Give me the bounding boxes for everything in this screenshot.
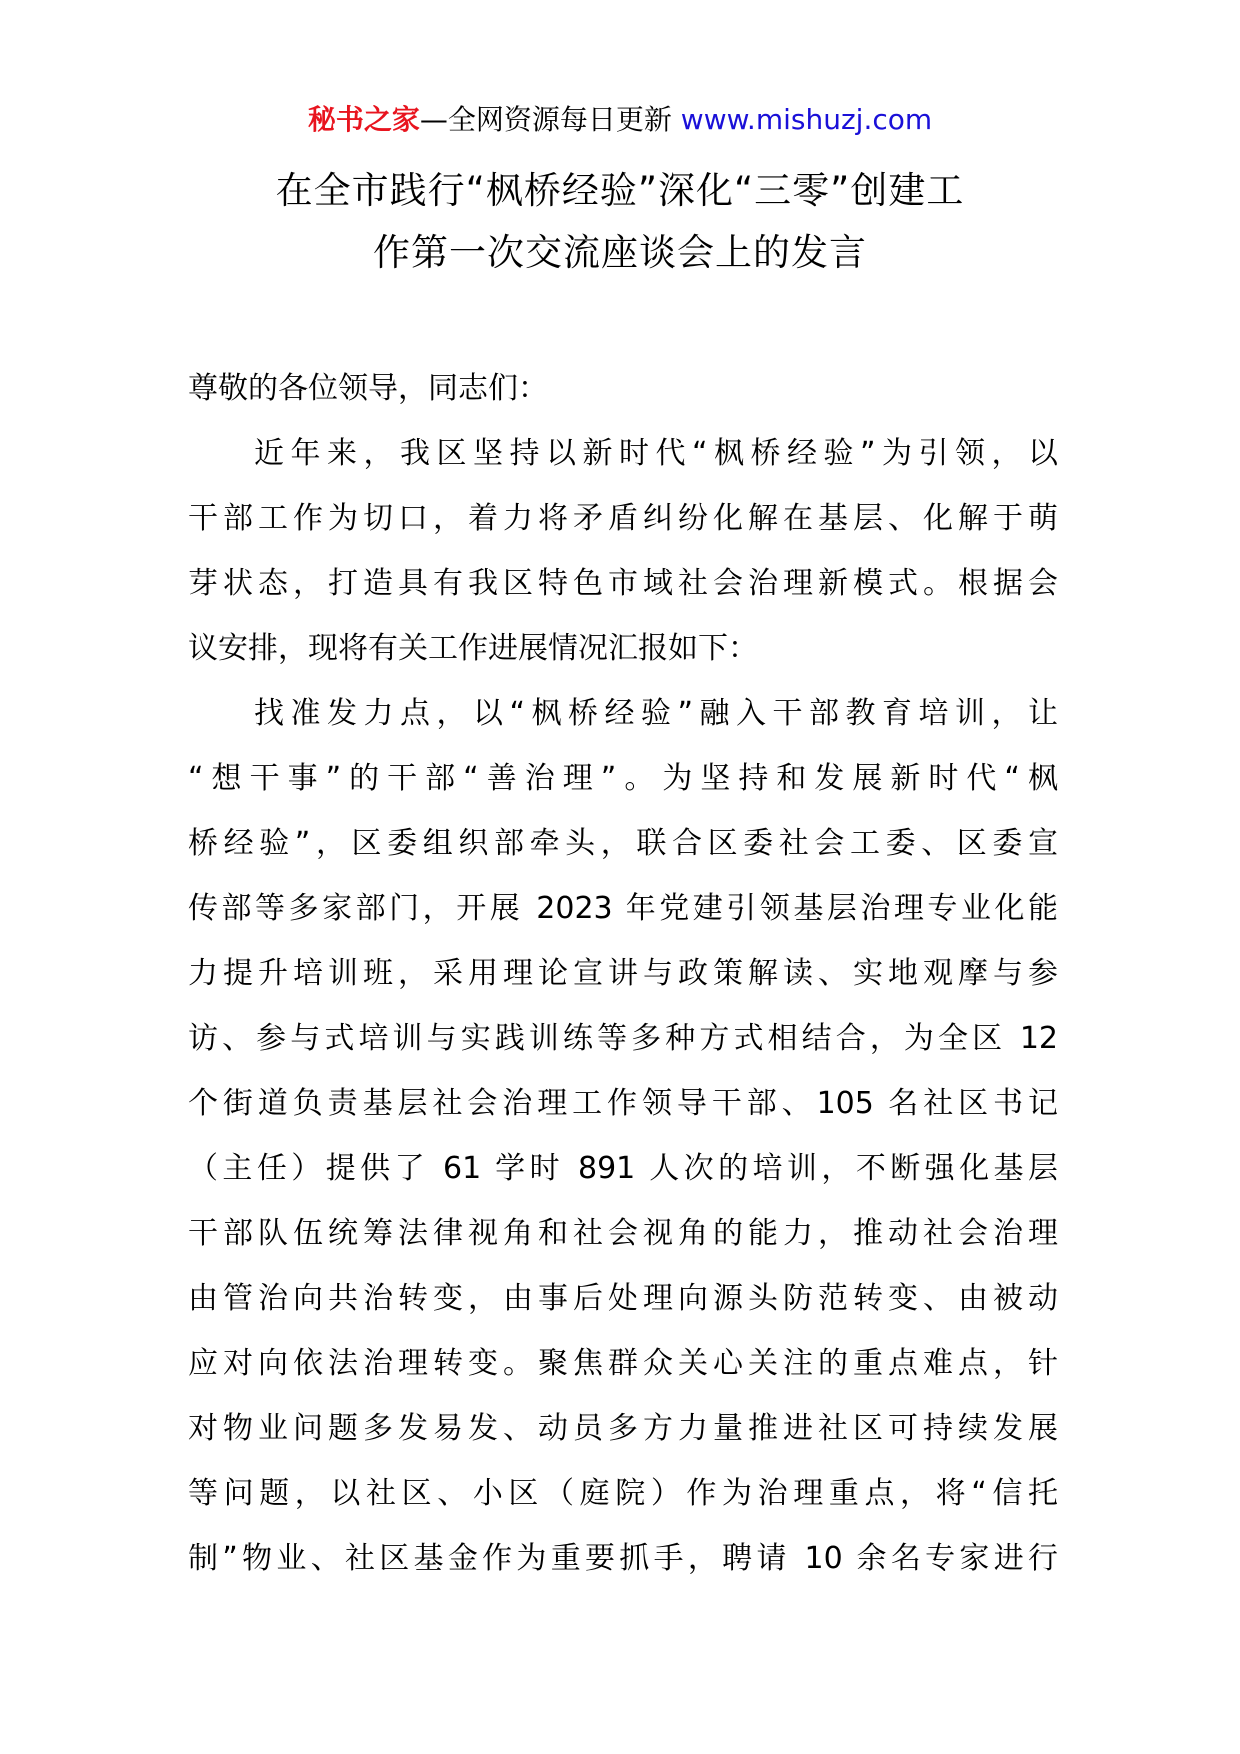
paragraph-line: （主任）提供了 61 学时 891 人次的培训，不断强化基层 bbox=[188, 1151, 1058, 1186]
site-tagline: —全网资源每日更新 bbox=[419, 103, 672, 136]
site-header bbox=[0, 100, 1240, 140]
paragraph-line: 应对向依法治理转变。聚焦群众关心关注的重点难点，针 bbox=[188, 1346, 1058, 1381]
paragraph-line: 芽状态，打造具有我区特色市域社会治理新模式。根据会 bbox=[188, 566, 1058, 601]
salutation: 尊敬的各位领导，同志们： bbox=[188, 371, 548, 406]
paragraph-line: 议安排，现将有关工作进展情况汇报如下： bbox=[188, 631, 758, 666]
paragraph-line: 个街道负责基层社会治理工作领导干部、105 名社区书记 bbox=[188, 1086, 1058, 1121]
paragraph-line: “想干事”的干部“善治理”。为坚持和发展新时代“枫 bbox=[188, 761, 1058, 796]
paragraph-line: 干部队伍统筹法律视角和社会视角的能力，推动社会治理 bbox=[188, 1216, 1058, 1251]
paragraph-line: 等问题，以社区、小区（庭院）作为治理重点，将“信托 bbox=[188, 1476, 1058, 1511]
site-brand: 秘书之家 bbox=[307, 103, 420, 136]
paragraph-line: 力提升培训班，采用理论宣讲与政策解读、实地观摩与参 bbox=[188, 956, 1058, 991]
paragraph-line: 干部工作为切口，着力将矛盾纠纷化解在基层、化解于萌 bbox=[188, 501, 1058, 536]
paragraph-line: 制”物业、社区基金作为重要抓手，聘请 10 余名专家进行 bbox=[188, 1541, 1058, 1576]
paragraph-line: 桥经验”，区委组织部牵头，联合区委社会工委、区委宣 bbox=[188, 826, 1058, 861]
document-body bbox=[188, 356, 1058, 1591]
title-line: 在全市践行“枫桥经验”深化“三零”创建工 bbox=[275, 169, 965, 212]
paragraph-line: 近年来，我区坚持以新时代“枫桥经验”为引领，以 bbox=[254, 436, 1058, 471]
site-url-link[interactable]: www.mishuzj.com bbox=[680, 103, 933, 136]
paragraph-line: 由管治向共治转变，由事后处理向源头防范转变、由被动 bbox=[188, 1281, 1058, 1316]
paragraph-line: 访、参与式培训与实践训练等多种方式相结合，为全区 12 bbox=[188, 1021, 1058, 1056]
title-line: 作第一次交流座谈会上的发言 bbox=[373, 231, 867, 274]
paragraph-line: 找准发力点，以“枫桥经验”融入干部教育培训，让 bbox=[254, 696, 1058, 731]
paragraph-line: 对物业问题多发易发、动员多方力量推进社区可持续发展 bbox=[188, 1411, 1058, 1446]
document-title bbox=[185, 160, 1055, 284]
paragraph-line: 传部等多家部门，开展 2023 年党建引领基层治理专业化能 bbox=[188, 891, 1058, 926]
